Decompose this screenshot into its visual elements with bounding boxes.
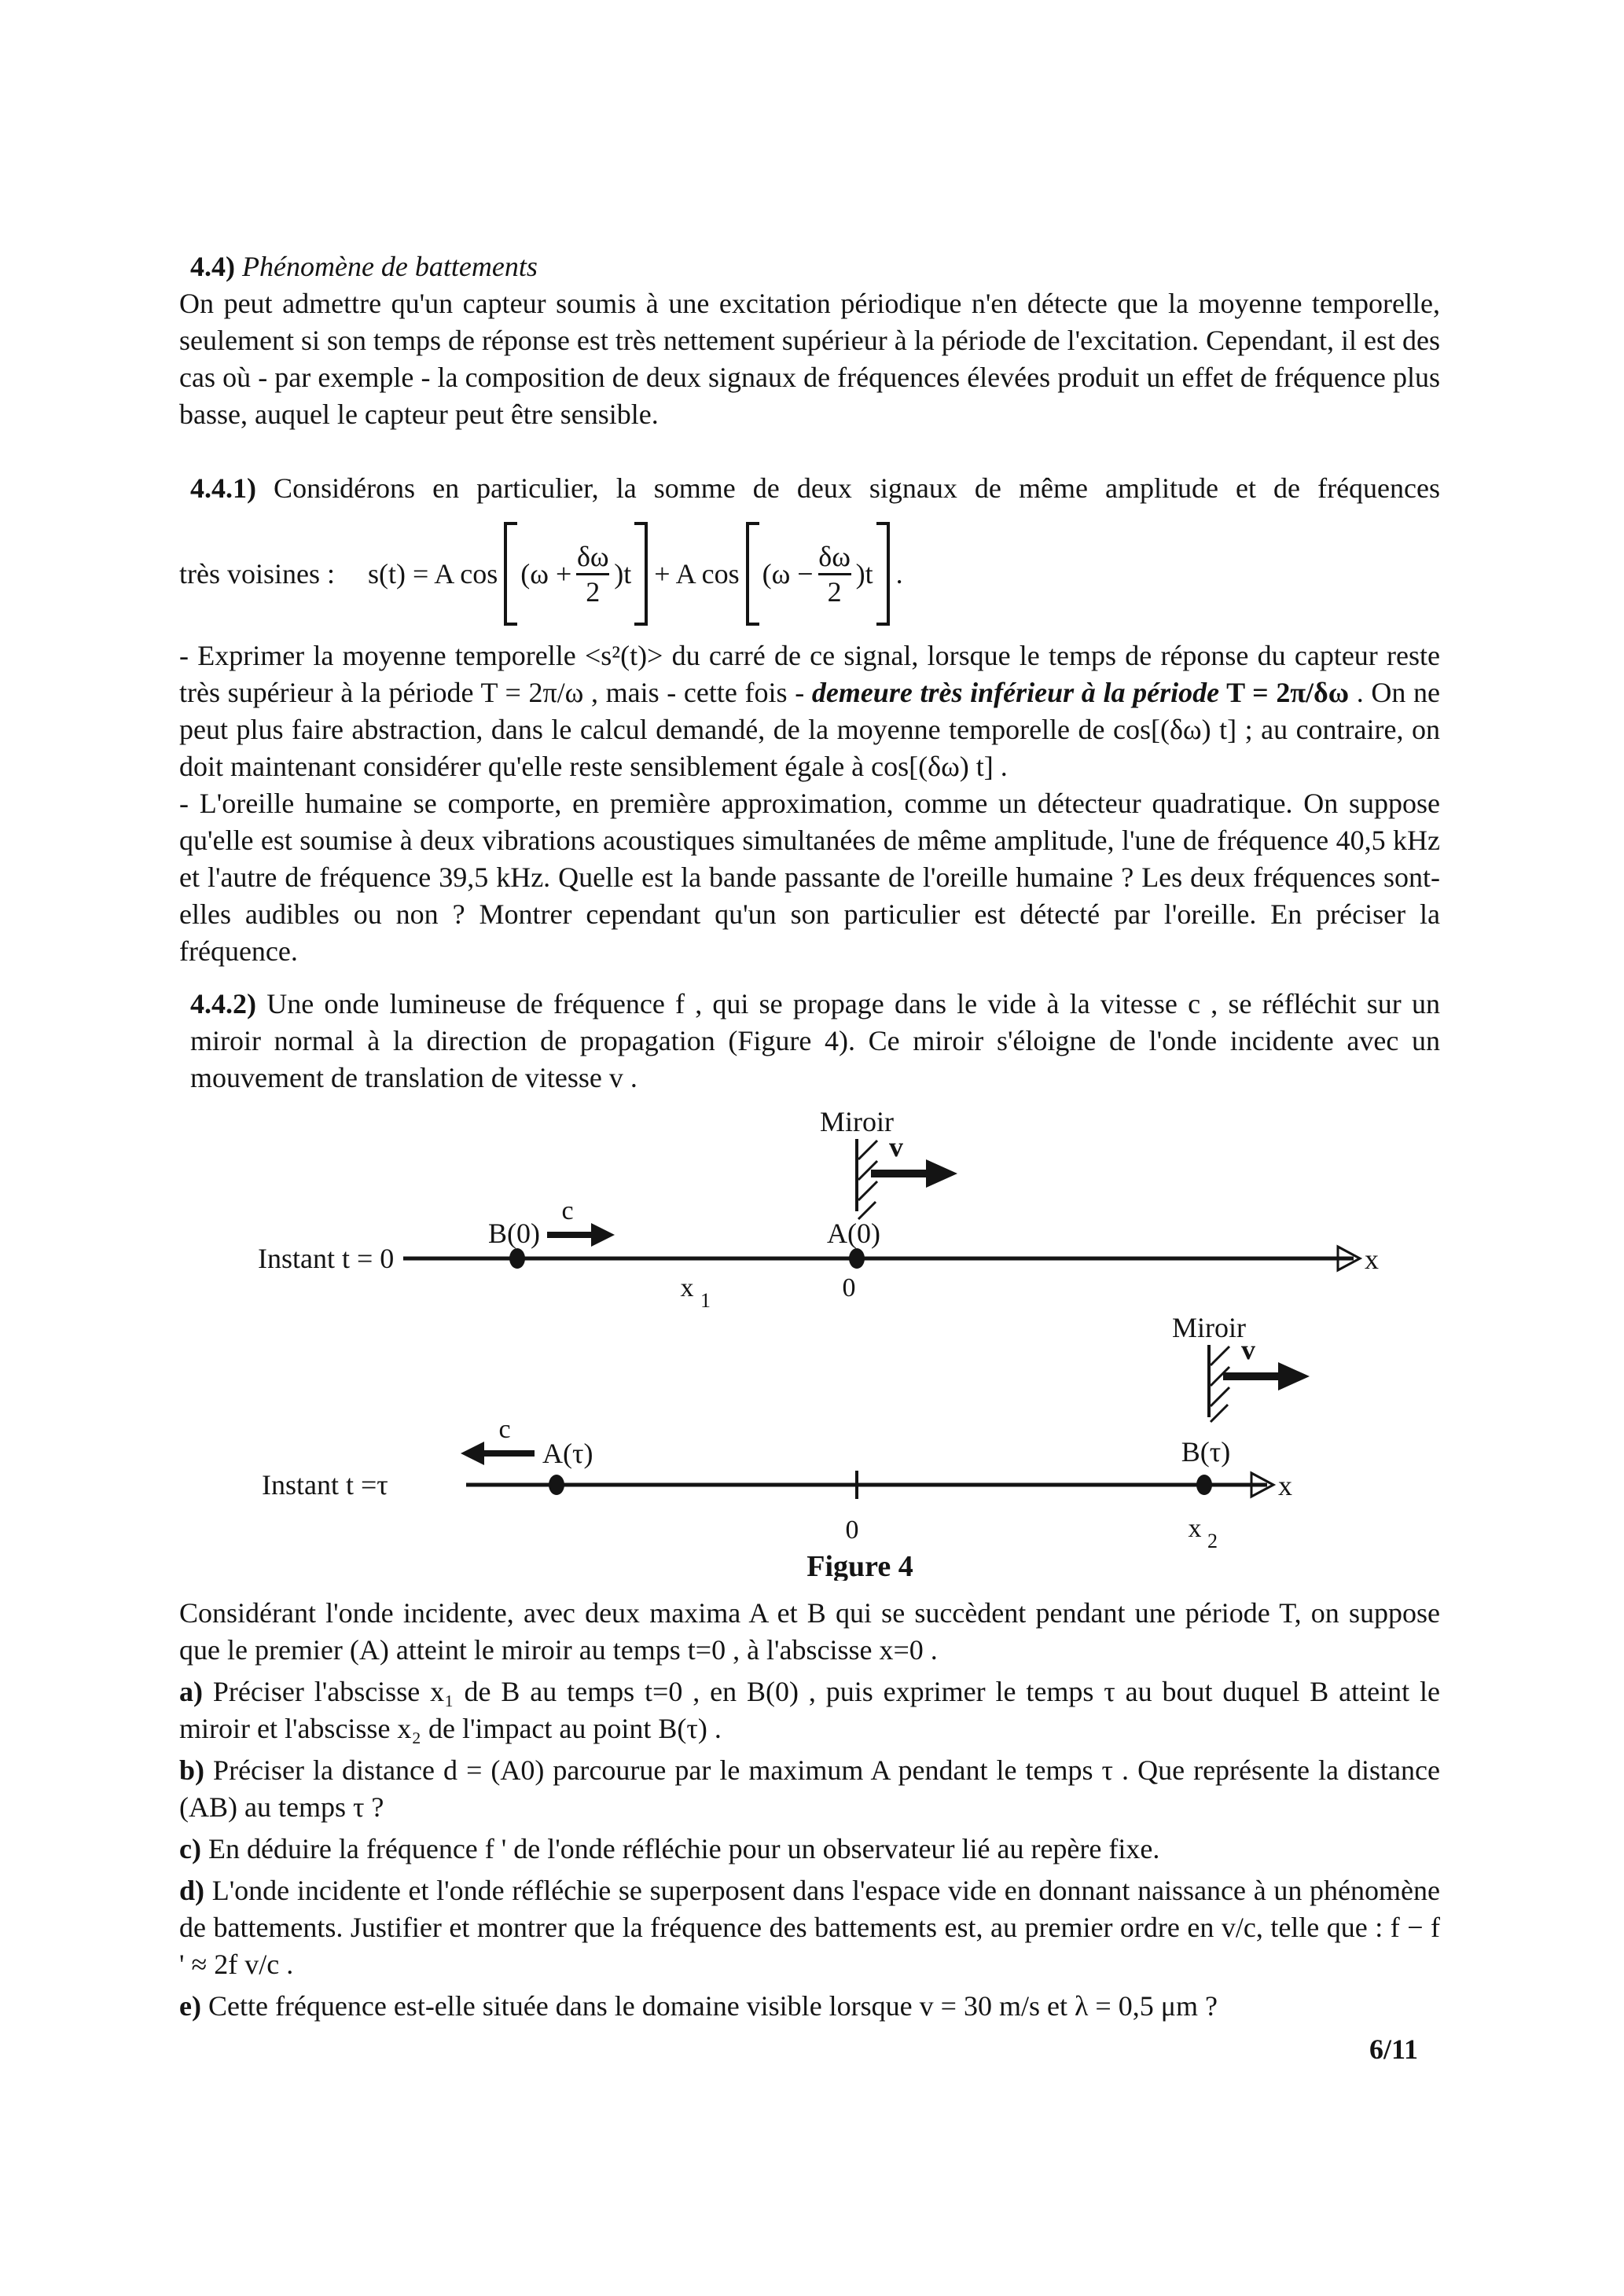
mirror-hatch [858, 1202, 876, 1219]
paragraph-intro: On peut admettre qu'un capteur soumis à une excitation périodique n'en détecte que la moyenne temporelle, seulement si son temps de réponse est très nettement supérieur à la période de l'excitation. Cependant, il est des cas où - par exemple - la composition de deux signaux de fréquences élevées produit un effet de fréquence plus basse, auquel le capteur peut être sensible. [179, 288, 1441, 430]
question-d [179, 1872, 1440, 1983]
section-442-number: 4.4.2) [190, 988, 256, 1019]
wave-speed-label-2: c [498, 1415, 511, 1444]
fraction-2-numerator: δω [818, 540, 851, 572]
right-bracket-1 [634, 522, 648, 626]
section-441-number: 4.4.1) [190, 472, 256, 504]
section-442-paragraph [190, 986, 1440, 1097]
point-label-Atau: A(τ) [542, 1438, 593, 1469]
mirror-hatch [858, 1181, 877, 1200]
formula-end: . [895, 557, 903, 590]
x2-subscript: 2 [1207, 1530, 1218, 1552]
paragraph-oreille: - L'oreille humaine se comporte, en première approximation, comme un détecteur quadratique. On suppose qu'elle est soumise à deux vibrations acoustiques simultanées de même amplitude, l'une de fréquence 40,5 kHz et l'autre de fréquence 39,5 kHz. Quelle est la bande passante de l'oreille humaine ? Les deux fréquences sont-elles audibles ou non ? Montrer cependant qu'un son particulier est détecté par l'oreille. En préciser la fréquence. [179, 788, 1440, 967]
fraction-1 [576, 540, 609, 608]
instant-label-1: Instant t = 0 [258, 1243, 395, 1274]
wave-speed-arrowhead-1 [591, 1223, 615, 1247]
point-dot-A0 [849, 1248, 865, 1269]
origin-label-1: 0 [842, 1273, 856, 1302]
term1-close: )t [614, 557, 632, 590]
x2-label: x [1188, 1514, 1202, 1543]
instant-label-2: Instant t =τ [262, 1469, 388, 1501]
point-label-A0: A(0) [827, 1218, 880, 1249]
fraction-2 [818, 540, 851, 608]
axis-label-1: x [1365, 1244, 1379, 1275]
wave-speed-label-1: c [561, 1196, 574, 1225]
point-dot-Btau [1196, 1475, 1212, 1495]
page-content [179, 248, 1440, 2068]
x1-subscript: 1 [700, 1289, 711, 1312]
question-a [179, 1673, 1440, 1747]
term2-open: (ω − [762, 557, 814, 590]
p3-formula-bold: T = 2π/δω [1219, 677, 1350, 708]
paragraph-considerant: Considérant l'onde incidente, avec deux maxima A et B qui se succèdent pendant une période T, on suppose que le premier (A) atteint le miroir au temps t=0 , à l'abscisse x=0 . [179, 1597, 1440, 1666]
page-number: 6/11 [1369, 2033, 1418, 2065]
figure-4-drawing [179, 1109, 1440, 1581]
p3-run4: . On ne peut plus faire abstraction, dans le calcul demandé, de la moyenne temporelle de cos[(δω) t] ; au contraire, on doit maintenant considérer qu'elle reste sensiblement égale à cos[(δω) t] . [179, 677, 1441, 782]
right-bracket-2 [876, 522, 890, 626]
left-bracket-2 [746, 522, 759, 626]
mirror-hatch [858, 1141, 877, 1159]
velocity-arrowhead-2 [1278, 1362, 1310, 1390]
fraction-1-numerator: δω [576, 540, 609, 572]
wave-speed-arrowhead-2 [461, 1442, 484, 1465]
question-d-text: L'onde incidente et l'onde réfléchie se superposent dans l'espace vide en donnant naissance à un phénomène de battements. Justifier et montrer que la fréquence des battements est, au premier ordre en v/c, telle que : f − f ' ≈ 2f v/c . [179, 1875, 1440, 1980]
axis-label-2: x [1278, 1470, 1292, 1501]
formula-row [179, 515, 1440, 633]
point-dot-Atau [549, 1475, 564, 1495]
fraction-2-denominator: 2 [818, 573, 851, 608]
mirror-hatch [1211, 1387, 1229, 1406]
question-b-text: Préciser la distance d = (A0) parcourue par le maximum A pendant le temps τ . Que représente la distance (AB) au temps τ ? [179, 1754, 1440, 1823]
mirror-hatch [1211, 1405, 1228, 1422]
section-442-text: Une onde lumineuse de fréquence f , qui se propage dans le vide à la vitesse c , se réfléchit sur un miroir normal à la direction de propagation (Figure 4). Ce miroir s'éloigne de l'onde incidente avec un mouvement de translation de vitesse v . [190, 988, 1440, 1093]
formula-lhs: s(t) = A cos [367, 557, 498, 590]
question-b-label: b) [179, 1754, 205, 1786]
velocity-label-1: v [889, 1131, 903, 1163]
x1-label: x [680, 1273, 694, 1302]
left-bracket-1 [504, 522, 517, 626]
section-441-text: Considérons en particulier, la somme de deux signaux de même amplitude et de fréquences [256, 472, 1440, 504]
origin-label-2: 0 [845, 1515, 859, 1545]
question-c [179, 1831, 1440, 1868]
question-c-label: c) [179, 1833, 201, 1864]
figure-4 [179, 1109, 1440, 1590]
question-e-text: Cette fréquence est-elle située dans le domaine visible lorsque v = 30 m/s et λ = 0,5 μm ? [200, 1990, 1218, 2022]
p3-run1: - Exprimer la moyenne temporelle <s²(t)> du carré de ce signal, lorsque le temps de réponse du capteur reste très supérieur à la période T = 2π/ω , mais - cette fois - [179, 640, 1440, 708]
paragraph-exprimer [179, 637, 1440, 785]
figure-caption: Figure 4 [806, 1550, 913, 1581]
formula-mid: + A cos [654, 557, 740, 590]
velocity-arrowhead-1 [926, 1159, 957, 1188]
mirror-label-1: Miroir [820, 1109, 894, 1137]
fraction-1-denominator: 2 [576, 573, 609, 608]
section-44-heading [190, 248, 1440, 285]
mirror-hatch [1211, 1346, 1229, 1365]
question-a-text: Préciser l'abscisse x₁ de B au temps t=0 , en B(0) , puis exprimer le temps τ au bout duquel B atteint le miroir et l'abscisse x₂ de l'impact au point B(τ) . [179, 1676, 1440, 1744]
term2-close: )t [855, 557, 873, 590]
formula-prefix: très voisines : [179, 557, 335, 590]
mirror-label-2: Miroir [1172, 1312, 1246, 1343]
formula-math [368, 522, 903, 626]
question-c-text: En déduire la fréquence f ' de l'onde réfléchie pour un observateur lié au repère fixe. [200, 1833, 1160, 1864]
question-e [179, 1988, 1440, 2025]
question-d-label: d) [179, 1875, 205, 1906]
section-441-line [190, 470, 1440, 507]
question-b [179, 1752, 1440, 1826]
point-label-Btau: B(τ) [1181, 1436, 1231, 1468]
question-a-label: a) [179, 1676, 203, 1707]
velocity-label-2: v [1241, 1334, 1255, 1365]
point-label-B0: B(0) [488, 1218, 540, 1249]
question-e-label: e) [179, 1990, 201, 2022]
term1-open: (ω + [520, 557, 572, 590]
section-44-number: 4.4) [190, 251, 235, 282]
section-44-title: Phénomène de battements [242, 251, 538, 282]
p3-emphasis: demeure très inférieur à la période [811, 677, 1220, 708]
point-dot-B0 [509, 1248, 525, 1269]
